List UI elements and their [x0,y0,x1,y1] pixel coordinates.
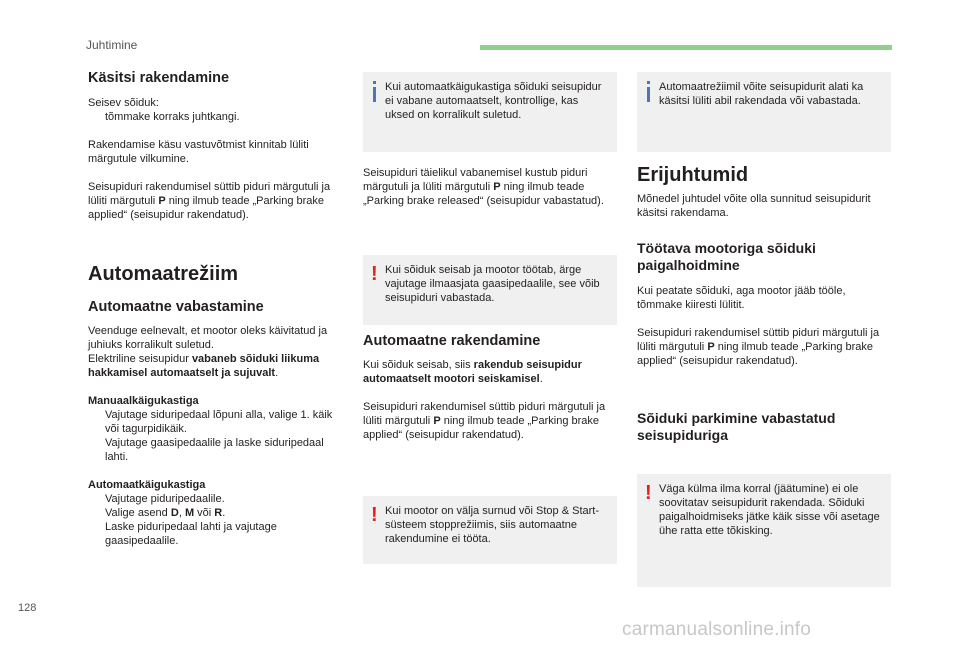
release-lamp-text: Seisupiduri täielikul vabanemisel kustub piduri märgutuli ja lüliti märgutuli P ning ilmub teade „Parking brake released“ (seisupidur vabastatud). [363,167,604,207]
engine-running-text: Kui peatate sõiduki, aga mootor jääb tööle, tõmmake kiiresti lülitit. [637,285,846,311]
list-item: tõmmake korraks juhtkangi. [105,111,240,123]
page-number: 128 [18,602,37,614]
lamp-text: Seisupiduri rakendumisel süttib piduri märgutuli ja lüliti märgutuli P ning ilmub teade „Parking brake applied“ (seisupidur rakendatud). [363,401,606,441]
warning-icon: ! [371,263,378,285]
special-cases-text: Mõnedel juhtudel võite olla sunnitud seisupidurit käsitsi rakendama. [637,193,871,219]
stationary-label: Seisev sõiduk: [88,97,159,109]
auto-gearbox-heading: Automaatkäigukastiga [88,479,206,491]
warning-icon: ! [371,504,378,526]
list-item: Laske piduripedaal lahti ja vajutage gaasipedaalile. [105,521,277,547]
special-cases-heading: Erijuhtumid [637,164,749,186]
confirm-text: Rakendamise käsu vastuvõtmist kinnitab lüliti märgutule vilkumine. [88,139,309,165]
auto-apply-section [363,333,617,442]
list-item: Valige asend D, M või R. [105,507,226,519]
lamp-text: Seisupiduri rakendumisel süttib piduri märgutuli ja lüliti märgutuli P ning ilmub teade „Parking brake applied“ (seisupidur rakendatud). [637,327,880,367]
info-note: Kui automaatkäigukastiga sõiduki seisupidur ei vabane automaatselt, kontrollige, kas uksed on korralikult suletud. [363,72,617,152]
parking-heading: Sõiduki parkimine vabastatud seisupiduriga [637,410,836,443]
warning-note: ! Kui sõiduk seisab ja mootor töötab, ärge vajutage ilmaasjata gaasipedaalile, see võib seisupiduri vabastada. [363,255,617,325]
auto-apply-heading: Automaatne rakendamine [363,333,541,349]
column-1 [88,70,346,548]
manual-gearbox-heading: Manuaalkäigukastiga [88,395,199,407]
info-icon [371,81,379,103]
lamp-text: Seisupiduri rakendumisel süttib piduri märgutuli ja lüliti märgutuli P ning ilmub teade „Parking brake applied“ (seisupidur rakendatud). [88,181,331,221]
info-note: Automaatrežiimil võite seisupidurit alati ka käsitsi lüliti abil rakendada või vabastada. [637,72,891,152]
engine-running-heading: Töötava mootoriga sõiduki paigalhoidmine [637,240,816,273]
list-item: Vajutage siduripedaal lõpuni alla, valige 1. käik või tagurpidikäik. [105,409,333,435]
list-item: Vajutage piduripedaalile. [105,493,225,505]
list-item: Vajutage gaasipedaalile ja laske siduripedaal lahti. [105,437,324,463]
info-icon [645,81,653,103]
section-title: Juhtimine [86,38,138,52]
watermark: carmanualsonline.info [622,619,812,640]
warning-note: ! Kui mootor on välja surnud või Stop & Start-süsteem stopprežiimis, siis automaatne rakendumine ei tööta. [363,496,617,564]
column-3 [637,163,891,444]
auto-mode-heading: Automaatrežiim [88,263,239,285]
auto-release-heading: Automaatne vabastamine [88,299,264,315]
warning-icon: ! [645,482,652,504]
auto-release-text: Veenduge eelnevalt, et mootor oleks käivitatud ja juhiuks korralikult suletud. [88,325,328,351]
section-bar [480,45,892,50]
manual-apply-heading: Käsitsi rakendamine [88,70,230,86]
warning-note: ! Väga külma ilma korral (jäätumine) ei ole soovitatav seisupidurit rakendada. Sõiduki paigalhoidmiseks jätke käik sisse või asetage ühe ratta ette tõkisking. [637,474,891,587]
auto-release-detail: Elektriline seisupidur vabaneb sõiduki liikuma hakkamisel automaatselt ja sujuvalt. [88,353,320,379]
auto-apply-text: Kui sõiduk seisab, siis rakendub seisupidur automaatselt mootori seiskamisel. [363,359,582,385]
